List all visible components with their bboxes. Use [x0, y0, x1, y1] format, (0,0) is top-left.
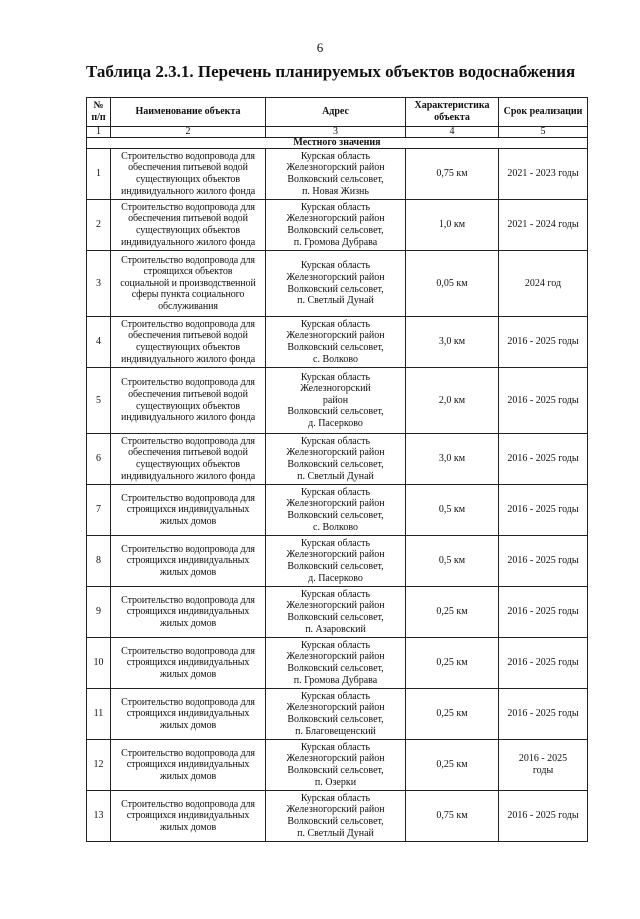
implementation-term	[499, 638, 588, 689]
object-address-line: Курская область	[300, 371, 371, 383]
object-characteristic-line: 0,5 км	[438, 555, 466, 567]
object-name-line: существующих объектов	[136, 342, 240, 353]
object-characteristic-line: 0,75 км	[436, 810, 468, 822]
object-address-line: район	[322, 394, 349, 406]
object-address-line: Железногорский район	[286, 549, 385, 561]
object-address-line: Курская область	[300, 486, 371, 498]
object-name-line: Строительство водопровода для	[121, 543, 255, 555]
implementation-term-line: 2016 - 2025	[518, 753, 568, 765]
object-address-line: Курская область	[300, 639, 371, 651]
object-characteristic-line: 0,25 км	[436, 708, 468, 720]
object-address-line: Железногорский район	[286, 600, 385, 612]
header-cell-name: Наименование объекта	[111, 98, 266, 127]
column-number: 2	[111, 127, 266, 138]
object-name-line: социальной и производственной	[120, 277, 256, 289]
implementation-term	[499, 689, 588, 740]
object-characteristic-line: 0,25 км	[436, 606, 468, 618]
object-address-line: Волковский сельсовет,	[287, 816, 384, 827]
object-address-line: Курская область	[300, 741, 371, 753]
row-number	[87, 149, 111, 200]
table-row	[87, 368, 588, 434]
row-number-line: 7	[96, 504, 101, 516]
object-characteristic	[406, 200, 499, 251]
object-name	[111, 587, 266, 638]
row-number	[87, 317, 111, 368]
object-address	[266, 536, 406, 587]
section-row	[87, 138, 588, 149]
object-name-line: строящихся индивидуальных	[126, 759, 250, 771]
object-name-line: Строительство водопровода для	[121, 696, 255, 708]
object-name-line: существующих объектов	[136, 174, 240, 185]
table-row	[87, 689, 588, 740]
object-name-line: жилых домов	[159, 617, 217, 629]
object-name-line: строящихся индивидуальных	[126, 657, 250, 669]
implementation-term	[499, 368, 588, 434]
object-address-line: Железногорский район	[286, 213, 385, 225]
object-characteristic-line: 0,05 км	[436, 277, 468, 289]
implementation-term-line: 2016 - 2025 годы	[507, 394, 579, 406]
object-characteristic	[406, 317, 499, 368]
implementation-term-line: 2016 - 2025 годы	[507, 453, 579, 465]
object-name-line: Строительство водопровода для	[121, 747, 255, 759]
table-row	[87, 485, 588, 536]
object-characteristic-line: 3,0 км	[438, 453, 466, 465]
object-address-line: Железногорский	[300, 383, 371, 395]
row-number	[87, 689, 111, 740]
object-address-line: Курская область	[300, 435, 371, 447]
page-number: 6	[316, 40, 324, 55]
row-number	[87, 434, 111, 485]
object-address-line: Волковский сельсовет,	[287, 561, 384, 572]
object-name-line: индивидуального жилого фонда	[120, 412, 256, 424]
object-address	[266, 638, 406, 689]
implementation-term-line: 2016 - 2025 годы	[507, 708, 579, 720]
object-address-line: Железногорский район	[286, 753, 385, 765]
object-name	[111, 317, 266, 368]
row-number	[87, 251, 111, 317]
object-address-line: Волковский сельсовет,	[287, 459, 384, 470]
object-address-line: п. Громова Дубрава	[293, 674, 378, 686]
object-address-line: Волковский сельсовет,	[287, 714, 384, 725]
object-characteristic	[406, 485, 499, 536]
row-number-line: 4	[96, 336, 101, 348]
implementation-term-line: 2024 год	[524, 277, 562, 289]
object-address-line: Волковский сельсовет,	[287, 174, 384, 185]
object-name-line: обслуживания	[158, 300, 218, 312]
implementation-term	[499, 200, 588, 251]
implementation-term	[499, 536, 588, 587]
water-supply-objects-table	[86, 97, 588, 842]
implementation-term-line: 2016 - 2025 годы	[507, 555, 579, 567]
row-number-line: 6	[96, 453, 101, 465]
table-row	[87, 536, 588, 587]
object-address-line: Железногорский район	[286, 651, 385, 663]
object-address-line: д. Пасерково	[308, 572, 363, 584]
implementation-term-line: 2016 - 2025 годы	[507, 336, 579, 348]
row-number-line: 5	[96, 394, 101, 406]
object-characteristic	[406, 368, 499, 434]
object-address-line: Курская область	[300, 690, 371, 702]
row-number	[87, 740, 111, 791]
header-row	[87, 98, 588, 127]
object-name	[111, 740, 266, 791]
implementation-term	[499, 434, 588, 485]
table-row	[87, 740, 588, 791]
column-number: 4	[406, 127, 499, 138]
object-address-line: Волковский сельсовет,	[287, 612, 384, 623]
object-address	[266, 317, 406, 368]
row-number	[87, 368, 111, 434]
row-number	[87, 638, 111, 689]
object-address-line: п. Азаровский	[305, 623, 366, 635]
object-address-line: Курская область	[300, 318, 371, 330]
object-address-line: Волковский сельсовет,	[287, 225, 384, 236]
implementation-term	[499, 317, 588, 368]
object-name-line: обеспечения питьевой водой	[128, 330, 248, 342]
object-name-line: Строительство водопровода для	[121, 435, 255, 447]
row-number-line: 3	[96, 277, 101, 289]
table-title: Таблица 2.3.1. Перечень планируемых объектов водоснабжения	[86, 62, 576, 81]
object-characteristic-line: 0,75 км	[436, 168, 468, 180]
header-cell-number: № п/п	[87, 98, 111, 127]
object-characteristic-line: 2,0 км	[438, 394, 466, 406]
object-name-line: жилых домов	[159, 515, 217, 527]
object-name-line: Строительство водопровода для	[121, 798, 255, 810]
implementation-term-line: 2016 - 2025 годы	[507, 606, 579, 618]
object-address-line: Железногорский район	[286, 702, 385, 714]
object-name-line: жилых домов	[159, 566, 217, 578]
object-address	[266, 791, 406, 842]
table-row	[87, 791, 588, 842]
object-characteristic-line: 0,25 км	[436, 657, 468, 669]
column-number: 5	[499, 127, 588, 138]
object-characteristic	[406, 536, 499, 587]
object-name-line: строящихся объектов	[143, 266, 233, 278]
object-name-line: индивидуального жилого фонда	[120, 185, 256, 197]
object-address	[266, 689, 406, 740]
object-characteristic-line: 0,5 км	[438, 504, 466, 516]
object-characteristic-line: 3,0 км	[438, 336, 466, 348]
object-address	[266, 740, 406, 791]
row-number	[87, 485, 111, 536]
implementation-term	[499, 251, 588, 317]
object-name-line: строящихся индивидуальных	[126, 606, 250, 618]
header-cell-characteristic: Характеристика объекта	[406, 98, 499, 127]
object-characteristic	[406, 740, 499, 791]
object-address-line: Железногорский район	[286, 271, 385, 283]
object-name	[111, 689, 266, 740]
object-address-line: Курская область	[300, 537, 371, 549]
object-name-line: Строительство водопровода для	[121, 492, 255, 504]
implementation-term	[499, 740, 588, 791]
object-name-line: Строительство водопровода для	[121, 645, 255, 657]
object-name-line: индивидуального жилого фонда	[120, 470, 256, 482]
object-name	[111, 149, 266, 200]
object-name-line: Строительство водопровода для	[121, 254, 255, 266]
table-row	[87, 587, 588, 638]
object-name-line: жилых домов	[159, 668, 217, 680]
object-address-line: Волковский сельсовет,	[287, 342, 384, 353]
implementation-term	[499, 791, 588, 842]
implementation-term	[499, 149, 588, 200]
object-name	[111, 434, 266, 485]
object-characteristic	[406, 149, 499, 200]
table-row	[87, 251, 588, 317]
object-address	[266, 485, 406, 536]
object-characteristic	[406, 251, 499, 317]
object-address-line: д. Пасерково	[308, 417, 363, 429]
object-name-line: сферы пункта социального	[131, 289, 245, 301]
object-address-line: Волковский сельсовет,	[287, 283, 384, 295]
object-characteristic	[406, 791, 499, 842]
object-address-line: Железногорский район	[286, 804, 385, 816]
row-number-line: 1	[96, 168, 101, 180]
row-number	[87, 791, 111, 842]
object-address-line: Курская область	[300, 260, 371, 272]
object-characteristic-line: 1,0 км	[438, 219, 466, 231]
row-number-line: 12	[93, 759, 104, 771]
object-characteristic	[406, 587, 499, 638]
object-address-line: Волковский сельсовет,	[287, 406, 384, 418]
table-row	[87, 434, 588, 485]
object-address-line: Волковский сельсовет,	[287, 663, 384, 674]
table-row	[87, 317, 588, 368]
row-number-line: 11	[93, 708, 104, 720]
object-address-line: п. Благовещенский	[295, 725, 376, 737]
object-name-line: жилых домов	[159, 821, 217, 833]
object-name-line: жилых домов	[159, 719, 217, 731]
table-row	[87, 149, 588, 200]
object-name-line: существующих объектов	[136, 225, 240, 236]
object-address-line: Курская область	[300, 792, 371, 804]
object-name	[111, 536, 266, 587]
object-name-line: строящихся индивидуальных	[126, 708, 250, 720]
object-name-line: обеспечения питьевой водой	[128, 213, 248, 225]
row-number-line: 9	[96, 606, 101, 618]
object-address-line: п. Озерки	[314, 776, 357, 788]
header-cell-address: Адрес	[266, 98, 406, 127]
object-address-line: п. Новая Жизнь	[302, 185, 369, 197]
object-name	[111, 791, 266, 842]
object-address-line: Волковский сельсовет,	[287, 765, 384, 776]
object-name-line: строящихся индивидуальных	[126, 555, 250, 567]
object-address-line: Курская область	[300, 588, 371, 600]
implementation-term-line: 2016 - 2025 годы	[507, 504, 579, 516]
row-number-line: 8	[96, 555, 101, 567]
object-name-line: жилых домов	[159, 770, 217, 782]
object-address-line: Железногорский район	[286, 447, 385, 459]
object-address-line: п. Светлый Дунай	[297, 470, 374, 482]
object-address	[266, 368, 406, 434]
object-address-line: Железногорский район	[286, 498, 385, 510]
object-address-line: п. Светлый Дунай	[297, 827, 374, 839]
object-name-line: Строительство водопровода для	[121, 377, 255, 389]
object-characteristic	[406, 689, 499, 740]
column-number-row	[87, 127, 588, 138]
object-address-line: Волковский сельсовет,	[287, 510, 384, 521]
object-name	[111, 251, 266, 317]
object-name-line: Строительство водопровода для	[121, 594, 255, 606]
object-name-line: существующих объектов	[136, 400, 240, 412]
row-number	[87, 200, 111, 251]
implementation-term	[499, 485, 588, 536]
object-name-line: существующих объектов	[136, 459, 240, 470]
row-number	[87, 536, 111, 587]
object-name	[111, 485, 266, 536]
object-address-line: с. Волково	[313, 521, 358, 533]
row-number-line: 2	[96, 219, 101, 231]
implementation-term-line: 2016 - 2025 годы	[507, 657, 579, 669]
object-address	[266, 200, 406, 251]
object-name-line: строящихся индивидуальных	[126, 504, 250, 516]
object-address	[266, 251, 406, 317]
object-address	[266, 587, 406, 638]
object-name-line: индивидуального жилого фонда	[120, 236, 256, 248]
table-row	[87, 200, 588, 251]
object-name-line: Строительство водопровода для	[121, 150, 255, 162]
object-name-line: обеспечения питьевой водой	[128, 162, 248, 174]
object-name-line: обеспечения питьевой водой	[128, 388, 248, 400]
object-name-line: Строительство водопровода для	[121, 318, 255, 330]
header-cell-term: Срок реализации	[499, 98, 588, 127]
object-name-line: Строительство водопровода для	[121, 201, 255, 213]
implementation-term-line: 2016 - 2025 годы	[507, 810, 579, 822]
section-title: Местного значения	[87, 138, 588, 149]
object-address	[266, 149, 406, 200]
object-name	[111, 368, 266, 434]
object-address-line: с. Волково	[313, 353, 358, 365]
object-name	[111, 200, 266, 251]
table-body	[87, 149, 588, 842]
object-address-line: Железногорский район	[286, 330, 385, 342]
row-number	[87, 587, 111, 638]
object-address-line: п. Громова Дубрава	[293, 236, 378, 248]
object-address-line: Курская область	[300, 201, 371, 213]
implementation-term-line: 2021 - 2024 годы	[507, 219, 579, 231]
table-row	[87, 638, 588, 689]
object-characteristic-line: 0,25 км	[436, 759, 468, 771]
object-characteristic	[406, 638, 499, 689]
object-name-line: строящихся индивидуальных	[126, 810, 250, 822]
column-number: 1	[87, 127, 111, 138]
object-address-line: п. Светлый Дунай	[297, 295, 374, 307]
implementation-term-line: 2021 - 2023 годы	[507, 168, 579, 180]
column-number: 3	[266, 127, 406, 138]
object-address-line: Железногорский район	[286, 162, 385, 174]
row-number-line: 10	[93, 657, 104, 669]
object-name-line: индивидуального жилого фонда	[120, 353, 256, 365]
object-address	[266, 434, 406, 485]
object-name-line: обеспечения питьевой водой	[128, 447, 248, 459]
object-address-line: Курская область	[300, 150, 371, 162]
implementation-term	[499, 587, 588, 638]
object-characteristic	[406, 434, 499, 485]
implementation-term-line: годы	[532, 765, 554, 776]
object-name	[111, 638, 266, 689]
row-number-line: 13	[93, 810, 104, 822]
